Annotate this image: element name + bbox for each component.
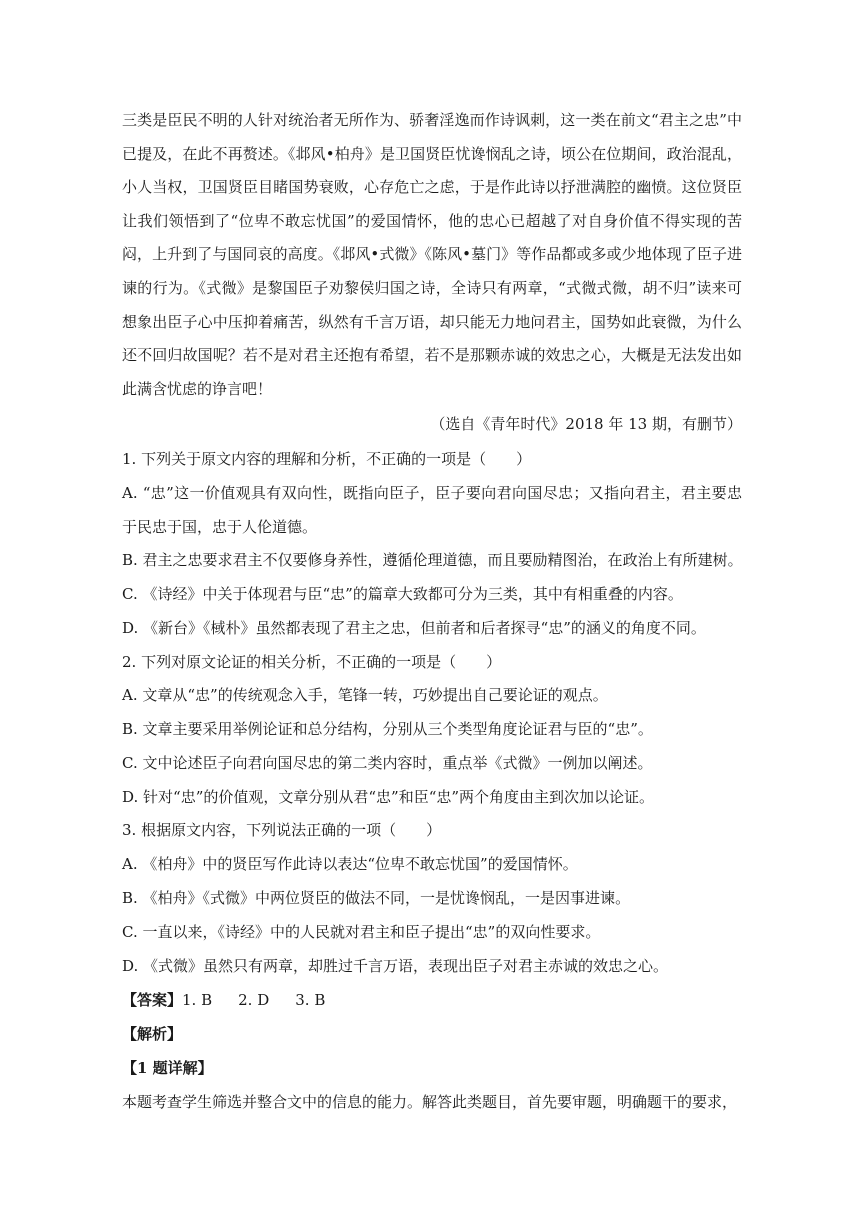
detail-heading: 【1 题详解】: [122, 1059, 213, 1077]
analysis-heading: 【解析】: [122, 1025, 183, 1043]
source-citation: （选自《青年时代》2018 年 13 期，有删节）: [430, 415, 742, 433]
question-3-option-b: B. 《柏舟》《式微》中两位贤臣的做法不同，一是忧谗悯乱，一是因事进谏。: [122, 889, 631, 907]
question-1-option-c: C. 《诗经》中关于体现君与臣“忠”的篇章大致都可分为三类，其中有相重叠的内容。: [122, 585, 683, 603]
question-2-option-b: B. 文章主要采用举例论证和总分结构，分别从三个类型角度论证君与臣的“忠”。: [122, 720, 653, 738]
question-2-option-c: C. 文中论述臣子向君向国尽忠的第二类内容时，重点举《式微》一例加以阐述。: [122, 754, 653, 772]
question-2-option-a: A. 文章从“忠”的传统观念入手，笔锋一转，巧妙提出自己要论证的观点。: [122, 686, 608, 704]
answer-1: 1. B: [182, 991, 213, 1009]
question-1-option-d: D. 《新台》《棫朴》虽然都表现了君主之忠，但前者和后者探寻“忠”的涵义的角度不同。: [122, 619, 706, 637]
answer-line: [122, 989, 762, 1011]
question-1-option-a: A. “忠”这一价值观具有双向性，既指向臣子，臣子要向君向国尽忠；又指向君主，君主要忠于民忠于国，忠于人伦道德。: [122, 484, 742, 536]
question-3-option-d: D. 《式微》虽然只有两章，却胜过千言万语，表现出臣子对君主赤诚的效忠之心。: [122, 957, 669, 975]
question-2-stem: 2. 下列对原文论证的相关分析，不正确的一项是（ ）: [122, 653, 502, 671]
question-1-stem: 1. 下列关于原文内容的理解和分析，不正确的一项是（ ）: [122, 450, 532, 468]
answer-label: 【答案】: [122, 991, 183, 1009]
question-3-stem: 3. 根据原文内容，下列说法正确的一项（ ）: [122, 821, 442, 839]
question-3-option-a: A. 《柏舟》中的贤臣写作此诗以表达“位卑不敢忘忧国”的爱国情怀。: [122, 855, 578, 873]
question-1-option-b: B. 君主之忠要求君主不仅要修身养性，遵循伦理道德，而且要励精图治，在政治上有所建树。: [122, 551, 743, 569]
question-3-option-c: C. 一直以来，《诗经》中的人民就对君主和臣子提出“忠”的双向性要求。: [122, 923, 601, 941]
passage-paragraph: 三类是臣民不明的人针对统治者无所作为、骄奢淫逸而作诗讽刺，这一类在前文“君主之忠”中已提及，在此不再赘述。《邶风•柏舟》是卫国贤臣忧谗悯乱之诗，顷公在位期间，政治混乱，小人当权，卫国贤臣目睹国势衰败，心存危亡之虑，于是作此诗以抒泄满腔的幽愤。这位贤臣让我们领悟到了“位卑不敢忘忧国”的爱国情怀，他的忠心已超越了对自身价值不得实现的苦闷，上升到了与国同哀的高度。《邶风•式微》《陈风•墓门》等作品都或多或少地体现了臣子进谏的行为。《式微》是黎国臣子劝黎侯归国之诗，全诗只有两章，“式微式微，胡不归”读来可想象出臣子心中压抑着痛苦，纵然有千言万语，却只能无力地问君主，国势如此衰微，为什么还不回归故国呢？若不是对君主还抱有希望，若不是那颗赤诚的效忠之心，大概是无法发出如此满含忧虑的诤言吧！: [122, 111, 742, 398]
question-2-option-d: D. 针对“忠”的价值观，文章分别从君“忠”和臣“忠”两个角度由主到次加以论证。: [122, 788, 655, 806]
answer-3: 3. B: [295, 991, 326, 1009]
answer-2: 2. D: [238, 991, 270, 1009]
detail-text: 本题考查学生筛选并整合文中的信息的能力。解答此类题目，首先要审题，明确题干的要求，: [122, 1093, 738, 1111]
